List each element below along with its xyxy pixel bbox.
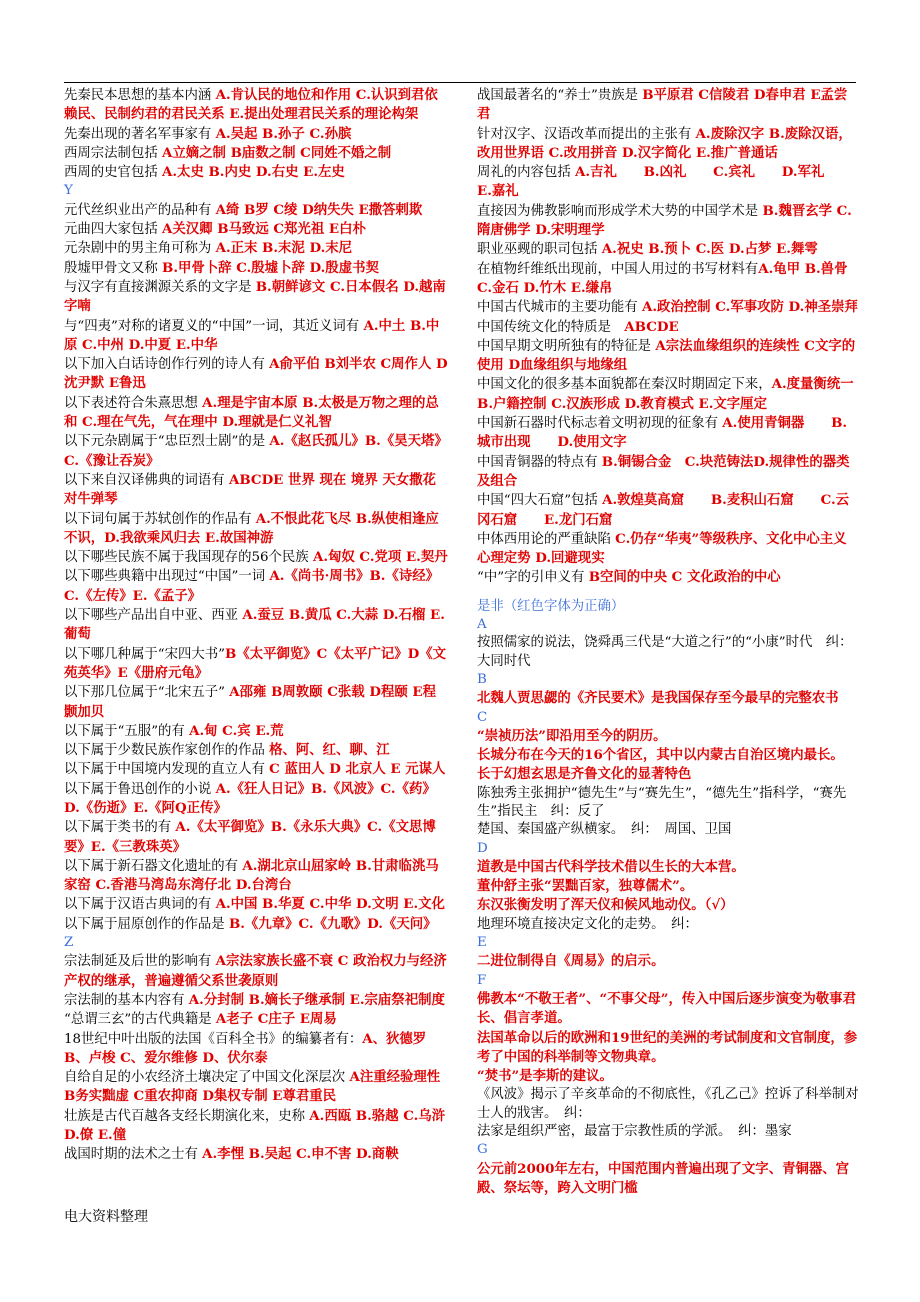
answer-text: A.吉礼 B.凶礼 C.宾礼 D.军礼 E.嘉礼 [477, 164, 852, 200]
question-item [477, 916, 859, 934]
question-item [477, 1067, 859, 1086]
answer-text: A.肯认民的地位和作用 C.认识到君依赖民、民制约君的君民关系 E.提出处理君民关系的理论构架 [64, 87, 438, 123]
question-item [64, 259, 449, 278]
answer-text: A.《太平御览》B.《永乐大典》C.《文思博要》E.《三教珠英》 [64, 819, 436, 855]
question-item [477, 414, 859, 453]
answer-text: C 蓝田人 D 北京人 E 元谋人 [269, 761, 446, 778]
question-item [64, 163, 449, 182]
question-text: 以下哪些民族不属于我国现存的56个民族 [64, 550, 313, 566]
answer-text: A.度量衡统一 B.户籍控制 C.汉族形成 D.教育模式 E.文字厘定 [477, 376, 854, 412]
question-item [64, 1068, 449, 1107]
section-letter: G [477, 1142, 488, 1158]
question-text: 中国传统文化的特质是 [477, 319, 625, 335]
question-item [477, 990, 859, 1029]
question-item [477, 1086, 859, 1123]
question-item [477, 634, 859, 671]
question-item [64, 86, 449, 125]
question-text: 中国文化的很多基本面貌都在秦汉时期固定下来， [477, 377, 772, 393]
answer-text: A注重经验理性 B务实黜虚 C重农抑商 D集权专制 E尊君重民 [64, 1069, 441, 1105]
answer-text: A俞平伯 B刘半农 C周作人 D沈尹默 E鲁迅 [64, 356, 448, 392]
question-text: 直接因为佛教影响而形成学术大势的中国学术是 [477, 203, 763, 219]
answer-text: A.理是宇宙本原 B.太极是万物之理的总和 C.理在气先，气在理中 D.理就是仁义礼智 [64, 394, 439, 431]
answer-text: A邵雍 B周敦颐 C张载 D程颐 E程颢加贝 [64, 684, 436, 720]
answer-text: A.祝史 B.预卜 C.医 D.占梦 E.舞雩 [601, 241, 818, 258]
header-rule [64, 82, 856, 83]
question-text: 陈独秀主张拥护“德先生”与“赛先生”，“德先生”指科学，“赛先生”指民主 纠：反了 [477, 785, 847, 819]
question-item [477, 785, 859, 822]
question-text: “中”字的引申义有 [477, 570, 589, 586]
question-item [64, 722, 449, 741]
question-text: 中国新石器时代标志着文明初现的征象有 [477, 416, 723, 432]
question-text: 以下哪些产品出自中亚、西亚 [64, 608, 243, 624]
question-item [64, 760, 449, 779]
question-item [477, 375, 859, 414]
question-text: 元代丝织业出产的品种有 [64, 202, 216, 218]
question-item [64, 780, 449, 819]
question-item [477, 1160, 859, 1199]
question-item [477, 821, 859, 839]
question-item [477, 877, 859, 896]
question-text: 西周宗法制包括 [64, 145, 162, 161]
question-item [64, 952, 449, 991]
question-item [477, 1029, 859, 1068]
question-item [477, 1123, 859, 1141]
question-item [64, 201, 449, 220]
left-column [64, 86, 449, 1165]
question-text: 以下属于屈原创作的作品是 [64, 916, 229, 932]
answer-text: A.匈奴 C.党项 E.契丹 [312, 549, 448, 566]
question-text: 以下属于中国境内发现的直立人有 [64, 762, 270, 778]
section-letter: Y [64, 183, 73, 199]
question-item [477, 746, 859, 765]
answer-text: “焚书”是李斯的建议。 [477, 1068, 613, 1085]
answer-text: C.仍存“华夷”等级秩序、文化中心主义心理定势 D.回避现实 [477, 530, 847, 567]
question-item [64, 432, 449, 471]
question-item [64, 355, 449, 394]
question-item [477, 568, 859, 587]
section-letter: C [477, 709, 488, 725]
question-item [477, 491, 859, 530]
question-item [477, 727, 859, 746]
answer-text: 长于幻想玄思是齐鲁文化的显著特色 [477, 766, 692, 783]
question-text: “总谓三玄”的古代典籍是 [64, 1012, 216, 1028]
question-item [477, 765, 859, 784]
answer-text: B平原君 C信陵君 D春申君 E孟尝君 [477, 87, 848, 123]
question-text: 中国“四大石窟”包括 [477, 493, 603, 509]
question-text: 宗法制延及后世的影响有 [64, 954, 216, 970]
answer-text: A.蚕豆 B.黄瓜 C.大蒜 D.石榴 E.葡萄 [64, 607, 445, 643]
question-item [64, 1145, 449, 1164]
answer-text: B.《九章》C.《九歌》D.《天问》 [228, 915, 437, 932]
answer-text: A.废除汉字 B.废除汉语，改用世界语 C.改用拼音 D.汉字简化 E.推广普通话 [477, 125, 852, 161]
question-text: 先秦出现的著名军事家有 [64, 126, 216, 142]
answer-text: 北魏人贾思勰的《齐民要术》是我国保存至今最早的完整农书 [477, 690, 839, 707]
question-item [64, 818, 449, 857]
answer-text: A立嫡之制 B庙数之制 C同姓不婚之制 [162, 144, 392, 161]
question-item [64, 471, 449, 510]
answer-text: 法国革命以后的欧洲和19世纪的美洲的考试制度和文官制度，参考了中国的科举制等文物典章。 [477, 1029, 858, 1065]
question-text: 以下属于“五服”的有 [64, 723, 190, 739]
question-item [64, 317, 449, 356]
question-text: 与汉字有直接渊源关系的文字是 [64, 279, 256, 295]
answer-text: A宗法家族长盛不衰 C 政治权力与经济产权的继承，普遍遵循父系世袭原则 [64, 953, 447, 989]
question-item [64, 895, 449, 914]
question-item [64, 683, 449, 722]
answer-text: A.西瓯 B.骆越 C.乌浒 D.僚 E.僮 [64, 1107, 446, 1144]
question-item [64, 915, 449, 934]
answer-text: A绮 B罗 C绫 D纳失失 E撒答剌欺 [215, 201, 423, 218]
question-text: 以下来自汉译佛典的词语有 [64, 472, 229, 488]
answer-text: 道教是中国古代科学技术借以生长的大本营。 [477, 858, 745, 875]
question-item [64, 1107, 449, 1146]
question-text: 宗法制的基本内容有 [64, 992, 189, 1008]
answer-text: 长城分布在今天的16个省区，其中以内蒙古自治区境内最长。 [477, 747, 844, 764]
answer-text: A关汉卿 B马致远 C郑光祖 E白朴 [162, 221, 366, 238]
answer-text: ABCDE [624, 318, 679, 335]
question-text: 以下加入白话诗创作行列的诗人有 [64, 357, 270, 373]
answer-text: A.李悝 B.吴起 C.申不害 D.商鞅 [202, 1146, 399, 1163]
question-text: 中国早期文明所独有的特征是 [477, 338, 656, 354]
section-letter: F [477, 972, 487, 988]
answer-text: 二进位制得自《周易》的启示。 [477, 953, 665, 970]
answer-text: B.铜锡合金 C.块范铸法D.规律性的器类及组合 [477, 453, 850, 489]
question-text: 元曲四大家包括 [64, 222, 162, 238]
answer-text: A.使用青铜器 B.城市出现 D.使用文字 [477, 415, 848, 451]
answer-text: A.湖北京山屈家岭 B.甘肃临洮马家窑 C.香港马湾岛东湾仔北 D.台湾台 [64, 857, 439, 894]
answer-text: B.朝鲜谚文 C.日本假名 D.越南字喃 [64, 278, 446, 315]
answer-text: A宗法血缘组织的连续性 C文字的使用 D血缘组织与地缘组 [477, 337, 856, 374]
question-text: 与“四夷”对称的诸夏义的“中国”一词，其近义词有 [64, 318, 364, 334]
question-text: 以下哪些典籍中出现过“中国”一词 [64, 569, 270, 585]
question-item [477, 453, 859, 492]
question-text: 以下词句属于苏轼创作的作品有 [64, 511, 256, 527]
answer-text: A.太史 B.内史 D.右史 E.左史 [162, 164, 345, 181]
question-item [477, 689, 859, 708]
question-item [64, 991, 449, 1010]
page-footer: 电大资料整理 [64, 1209, 148, 1225]
question-text: 以下属于类书的有 [64, 820, 176, 836]
answer-text: A.《狂人日记》B.《风波》C.《药》D.《伤逝》E.《阿Q正传》 [64, 780, 436, 816]
question-item [477, 858, 859, 877]
question-text: 战国时期的法术之士有 [64, 1147, 203, 1163]
answer-text: A.不恨此花飞尽 B.纵使相逢应不识，D.我欲乘风归去 E.故国神游 [64, 510, 439, 546]
answer-text: A.龟甲 B.兽骨 C.金石 D.竹木 E.缣帛 [477, 260, 848, 296]
question-text: 按照儒家的说法，饶舜禹三代是“大道之行”的“小康”时代 纠：大同时代 [477, 635, 853, 669]
question-item [477, 298, 859, 317]
answer-text: A.《赵氏孤儿》B.《昊天塔》C.《豫让吞炭》 [64, 433, 448, 469]
question-item [477, 240, 859, 259]
question-text: 以下那几位属于“北宋五子” [64, 685, 230, 701]
question-item [64, 1030, 449, 1069]
question-text: 中体西用论的严重缺陷 [477, 531, 616, 547]
answer-text: 格、阿、红、聊、江 [269, 742, 390, 759]
question-item [64, 394, 449, 433]
answer-text: ABCDE 世界 现在 境界 天女撒花 对牛弹琴 [64, 471, 436, 508]
question-text: 在植物纤维纸出现前，中国人用过的书写材料有 [477, 261, 759, 277]
section-letter: D [477, 840, 488, 856]
question-text: 自给自足的小农经济土壤决定了中国文化深层次 [64, 1070, 350, 1086]
question-text: 以下属于鲁迅创作的小说 [64, 781, 216, 797]
answer-text: A.吴起 B.孙子 C.孙膑 [215, 125, 352, 142]
question-text: 职业巫觋的职司包括 [477, 242, 602, 258]
answer-text: A、狄德罗 B、卢梭 C、爱尔维修 D、伏尔泰 [64, 1030, 427, 1066]
question-text: 战国最著名的“养士”贵族是 [477, 88, 643, 103]
question-text: 中国青铜器的特点有 [477, 454, 602, 470]
question-text: 以下表述符合朱熹思想 [64, 395, 203, 411]
question-item [64, 741, 449, 760]
question-item [64, 220, 449, 239]
question-item [64, 125, 449, 144]
answer-text: B.魏晋玄学 C.隋唐佛学 D.宋明理学 [477, 202, 852, 239]
question-text: 以下属于少数民族作家创作的作品 [64, 743, 270, 759]
question-item [477, 530, 859, 569]
question-text: 壮族是古代百越各支经长期演化来，史称 [64, 1108, 310, 1124]
question-item [64, 645, 449, 684]
question-text: 殷墟甲骨文又称 [64, 260, 162, 276]
question-text: 18世纪中叶出版的法国《百科全书》的编纂者有： [64, 1031, 363, 1047]
question-item [477, 202, 859, 241]
question-item [64, 606, 449, 645]
answer-text: A老子 C庄子 E周易 [215, 1011, 337, 1028]
answer-text: B.甲骨卜辞 C.殷墟卜辞 D.殷虚书契 [162, 259, 379, 276]
answer-text: A.敦煌莫高窟 B.麦积山石窟 C.云冈石窟 E.龙门石窟 [477, 492, 850, 528]
answer-text: A.政治控制 C.军事攻防 D.神圣崇拜 [641, 299, 858, 316]
question-text: 先秦民本思想的基本内涵 [64, 88, 216, 103]
answer-text: A.中土 B.中原 C.中州 D.中夏 E.中华 [64, 317, 440, 353]
answer-text: 东汉张衡发明了浑天仪和候风地动仪。（√） [477, 897, 734, 914]
question-item [64, 144, 449, 163]
section-letter: A [477, 617, 487, 633]
answer-text: B《太平御览》C《太平广记》D《文苑英华》E《册府元龟》 [64, 645, 447, 681]
answer-text: A.中国 B.华夏 C.中华 D.文明 E.文化 [215, 896, 445, 913]
question-item [477, 896, 859, 915]
question-text: 地理环境直接决定文化的走势。 纠： [477, 916, 698, 932]
question-item [477, 86, 859, 125]
question-text: 楚国、秦国盛产纵横家。 纠： 周国、卫国 [477, 822, 732, 838]
question-text: 周礼的内容包括 [477, 165, 575, 181]
answer-text: B空间的中央 C 文化政治的中心 [588, 569, 781, 586]
section-heading: 是非（红色字体为正确） [477, 598, 625, 614]
question-item [477, 260, 859, 299]
question-text: 法家是组织严密，最富于宗教性质的学派。 纠：墨家 [477, 1124, 792, 1140]
answer-text: A.甸 C.宾 E.荒 [189, 722, 284, 739]
question-text: 西周的史官包括 [64, 165, 162, 181]
question-item [477, 952, 859, 971]
question-item [477, 125, 859, 164]
answer-text: A.分封制 B.嫡长子继承制 E.宗庙祭祀制度 [188, 991, 445, 1008]
question-text: 针对汉字、汉语改革而提出的主张有 [477, 126, 696, 142]
right-column [477, 86, 859, 1198]
question-text: 元杂剧中的男主角可称为 [64, 241, 216, 257]
question-item [64, 278, 449, 317]
question-item [64, 548, 449, 567]
question-text: 中国古代城市的主要功能有 [477, 300, 642, 316]
question-item [64, 239, 449, 258]
question-text: 以下哪几种属于“宋四大书” [64, 646, 225, 662]
answer-text: 公元前2000年左右，中国范围内普遍出现了文字、青铜器、宫殿、祭坛等，跨入文明门槛 [477, 1160, 850, 1196]
question-item [477, 337, 859, 376]
question-text: 以下属于新石器文化遗址的有 [64, 858, 243, 874]
question-item [477, 163, 859, 202]
answer-text: 佛教本“不敬王者”、“不事父母”，传入中国后逐步演变为敬事君长、倡言孝道。 [477, 990, 856, 1027]
question-item [64, 567, 449, 606]
answer-text: “崇祯历法”即沿用至今的阴历。 [477, 727, 667, 744]
answer-text: A.《尚书·周书》B.《诗经》C.《左传》E.《孟子》 [64, 568, 440, 604]
question-text: 以下元杂剧属于“忠臣烈士剧”的是 [64, 434, 270, 450]
question-item [477, 318, 859, 337]
section-letter: B [477, 671, 487, 687]
question-item [64, 857, 449, 896]
section-letter: Z [64, 935, 74, 951]
answer-text: 董仲舒主张“罢黜百家，独尊儒术”。 [477, 878, 694, 895]
question-item [64, 1010, 449, 1029]
question-text: 《风波》揭示了辛亥革命的不彻底性，《孔乙己》控诉了科举制对士人的戕害。 纠： [477, 1087, 859, 1121]
question-text: 以下属于汉语古典词的有 [64, 897, 216, 913]
section-letter: E [477, 935, 487, 951]
question-item [64, 510, 449, 549]
answer-text: A.正末 B.末泥 D.末尼 [215, 240, 353, 257]
